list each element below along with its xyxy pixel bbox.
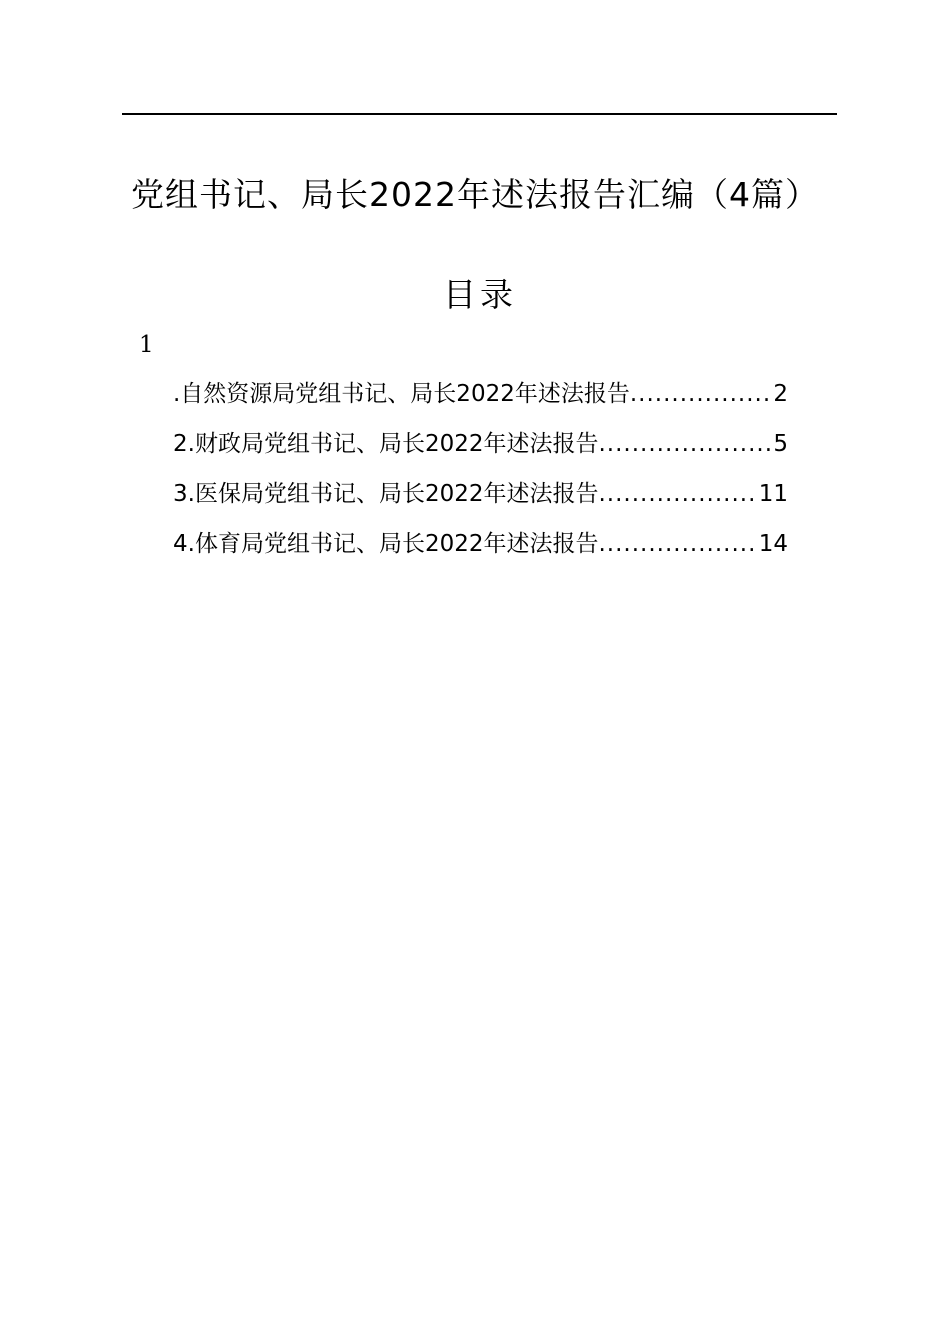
- toc-entry-title: 3.医保局党组书记、局长2022年述法报告: [173, 481, 599, 507]
- toc-page-number: 11: [758, 481, 788, 507]
- toc-page-number: 5: [773, 431, 788, 457]
- toc-entry-title: 4.体育局党组书记、局长2022年述法报告: [173, 531, 599, 557]
- toc-entry-4[interactable]: [173, 525, 788, 575]
- header-rule: [122, 113, 837, 115]
- toc-page-number: 14: [758, 531, 788, 557]
- list-number-fragment: 1: [139, 332, 154, 358]
- toc-entry-title: 2.财政局党组书记、局长2022年述法报告: [173, 431, 599, 457]
- toc-dot-leader: [630, 375, 772, 413]
- document-title: 党组书记、局长2022年述法报告汇编（4篇）: [131, 175, 819, 214]
- toc-entry-3[interactable]: [173, 475, 788, 525]
- table-of-contents: [173, 375, 788, 575]
- toc-entry-2[interactable]: [173, 425, 788, 475]
- toc-entry-title: .自然资源局党组书记、局长2022年述法报告: [173, 381, 630, 407]
- toc-page-number: 2: [773, 381, 788, 407]
- toc-heading: 目录: [443, 275, 517, 314]
- toc-entry-1[interactable]: [173, 375, 788, 425]
- toc-dot-leader: [598, 425, 771, 463]
- toc-dot-leader: [598, 525, 756, 563]
- toc-dot-leader: [598, 475, 756, 513]
